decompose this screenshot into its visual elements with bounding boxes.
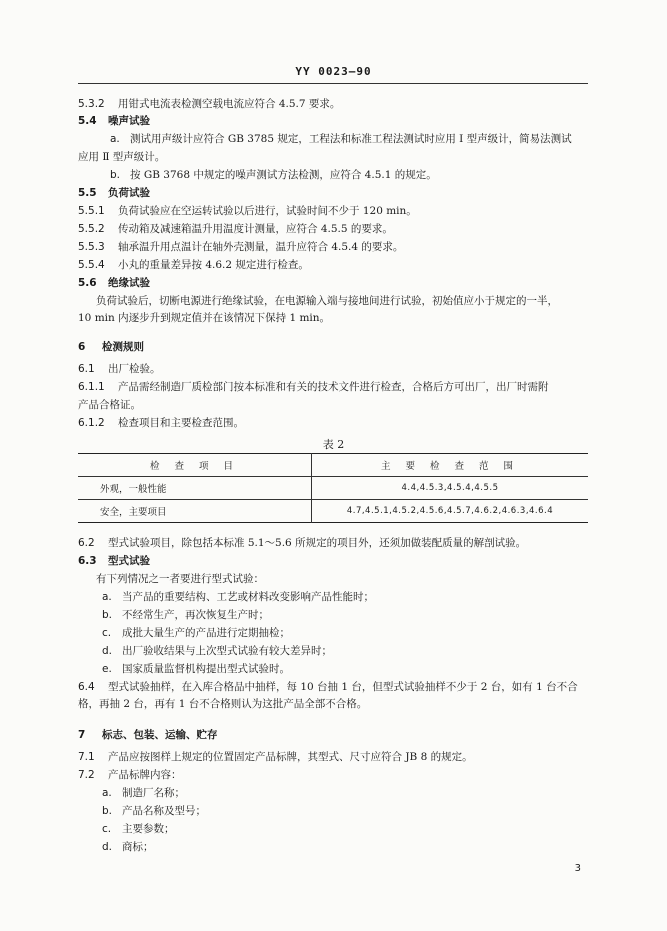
text-line: [102, 786, 185, 800]
text-line: [78, 114, 150, 128]
text-line: [102, 644, 332, 658]
text-line: [110, 168, 437, 182]
text-line: [78, 258, 309, 272]
text-line: [78, 380, 549, 394]
clause-text: 国家质量监督机构提出型式试验时。: [122, 663, 290, 675]
clause-text: 负荷试验: [108, 187, 150, 199]
clause-text: 检测规则: [102, 341, 144, 353]
inspection-table: [78, 453, 588, 523]
text-line: [102, 840, 154, 854]
clause-text: 有下列情况之一者要进行型式试验：: [96, 573, 264, 585]
clause-number: 6.1.2: [78, 417, 105, 429]
clause-text: 当产品的重要结构、工艺或材料改变影响产品性能时；: [122, 591, 374, 603]
text-line: [78, 240, 403, 254]
text-line: [96, 572, 264, 586]
clause-number: a.: [102, 787, 112, 799]
table-header-scope: 主 要 检 查 范 围: [312, 454, 589, 477]
clause-number: 7: [78, 729, 86, 741]
clause-text: 出厂检验。: [108, 363, 161, 375]
text-line: [78, 204, 417, 218]
table-row: [78, 500, 588, 523]
clause-text: 测试用声级计应符合 GB 3785 规定，工程法和标准工程法测试时应用 Ⅰ 型声级计，简易法测试: [130, 133, 572, 145]
text-line: [78, 768, 182, 782]
clause-number: 5.5.1: [78, 205, 105, 217]
page-number: 3: [574, 863, 581, 874]
clause-text: 成批大量生产的产品进行定期抽检；: [122, 627, 290, 639]
clause-text: 检查项目和主要检查范围。: [118, 417, 244, 429]
clause-text: 格，再抽 2 台，再有 1 台不合格则认为这批产品全部不合格。: [78, 698, 368, 710]
clause-text: 型式试验抽样，在入库合格品中抽样，每 10 台抽 1 台，但型式试验抽样不少于 2 台，如有 1 台不合: [108, 681, 578, 693]
clause-number: 7.1: [78, 751, 95, 763]
clause-text: 主要参数；: [122, 823, 175, 835]
text-line: [78, 186, 150, 200]
text-line: [102, 662, 290, 676]
table-header-item: 检 查 项 目: [149, 461, 240, 472]
clause-number: 5.3.2: [78, 98, 105, 110]
clause-text: 负荷试验后，切断电源进行绝缘试验，在电源输入端与接地间进行试验，初始值应小于规定的一半，: [96, 295, 558, 307]
clause-number: 5.6: [78, 277, 97, 289]
clause-number: e.: [102, 663, 112, 675]
clause-number: 6.2: [78, 537, 95, 549]
clause-number: b.: [102, 805, 113, 817]
clause-text: 按 GB 3768 中规定的噪声测试方法检测，应符合 4.5.1 的规定。: [130, 169, 437, 181]
clause-text: 型式试验: [108, 555, 150, 567]
text-line: [78, 150, 165, 164]
clause-text: 不经常生产，再次恢复生产时；: [122, 609, 269, 621]
clause-text: 商标；: [122, 841, 154, 853]
clause-text: 轴承温升用点温计在轴外壳测量，温升应符合 4.5.4 的要求。: [118, 241, 404, 253]
clause-number: 6: [78, 341, 86, 353]
clause-number: 5.5.3: [78, 241, 105, 253]
text-line: [78, 97, 340, 111]
text-line: [110, 132, 572, 146]
text-line: [78, 416, 244, 430]
text-line: [102, 590, 374, 604]
clause-text: 型式试验项目，除包括本标准 5.1～5.6 所规定的项目外，还须加做装配质量的解剖试验。: [108, 537, 527, 549]
text-line: [78, 680, 578, 694]
text-line: [78, 362, 161, 376]
text-line: [78, 222, 393, 236]
text-line: [78, 276, 150, 290]
clause-text: 噪声试验: [108, 115, 150, 127]
clause-text: 应用 Ⅱ 型声级计。: [78, 151, 166, 163]
clause-number: 6.4: [78, 681, 95, 693]
clause-text: 10 min 内逐步升到规定值并在该情况下保持 1 min。: [78, 312, 331, 324]
clause-number: 6.1: [78, 363, 95, 375]
clause-text: 制造厂名称；: [122, 787, 185, 799]
text-line: [78, 340, 144, 354]
clause-number: d.: [102, 645, 113, 657]
clause-number: b.: [102, 609, 113, 621]
table-cell-scope: 4.7,4.5.1,4.5.2,4.5.6,4.5.7,4.6.2,4.6.3,4.6.4: [312, 500, 589, 523]
text-line: [78, 554, 150, 568]
text-line: [78, 536, 526, 550]
clause-number: 5.5.4: [78, 259, 105, 271]
clause-text: 小丸的重量差异按 4.6.2 规定进行检查。: [118, 259, 309, 271]
clause-number: 5.4: [78, 115, 97, 127]
text-line: [102, 608, 269, 622]
clause-text: 产品需经制造厂质检部门按本标准和有关的技术文件进行检查，合格后方可出厂，出厂时需附: [118, 381, 549, 393]
text-line: [102, 822, 175, 836]
clause-number: 5.5.2: [78, 223, 105, 235]
clause-text: 产品标牌内容：: [108, 769, 182, 781]
table-caption: 表 2: [322, 438, 345, 451]
clause-text: 绝缘试验: [108, 277, 150, 289]
clause-number: a.: [102, 591, 112, 603]
text-line: [96, 294, 558, 308]
text-line: [78, 311, 330, 325]
text-line: [78, 697, 367, 711]
table-row: [78, 477, 588, 500]
clause-text: 传动箱及减速箱温升用温度计测量，应符合 4.5.5 的要求。: [118, 223, 393, 235]
clause-number: 7.2: [78, 769, 95, 781]
text-line: [78, 750, 473, 764]
text-line: [78, 398, 141, 412]
text-line: [78, 728, 218, 742]
clause-number: 6.1.1: [78, 381, 105, 393]
text-line: [102, 626, 290, 640]
table-cell-item: 安全，主要项目: [100, 507, 167, 518]
clause-number: c.: [102, 627, 112, 639]
clause-text: 标志、包装、运输、贮存: [102, 729, 218, 741]
clause-number: d.: [102, 841, 113, 853]
text-line: [102, 804, 206, 818]
header-rule: [78, 83, 588, 84]
clause-text: 产品应按图样上规定的位置固定产品标牌，其型式、尺寸应符合 JB 8 的规定。: [108, 751, 473, 763]
clause-number: c.: [102, 823, 112, 835]
clause-text: 出厂验收结果与上次型式试验有较大差异时；: [122, 645, 332, 657]
clause-text: 用钳式电流表检测空载电流应符合 4.5.7 要求。: [118, 98, 341, 110]
clause-text: 负荷试验应在空运转试验以后进行，试验时间不少于 120 min。: [118, 205, 417, 217]
clause-text: 产品合格证。: [78, 399, 141, 411]
table-cell-scope: 4.4,4.5.3,4.5.4,4.5.5: [312, 477, 589, 500]
clause-number: b.: [110, 169, 121, 181]
table-cell-item: 外观，一般性能: [100, 484, 167, 495]
clause-number: 6.3: [78, 555, 97, 567]
clause-number: a.: [110, 133, 120, 145]
clause-number: 5.5: [78, 187, 97, 199]
table-header-row: [78, 454, 588, 477]
standard-header: YY 0023—90: [295, 65, 372, 78]
clause-text: 产品名称及型号；: [122, 805, 206, 817]
